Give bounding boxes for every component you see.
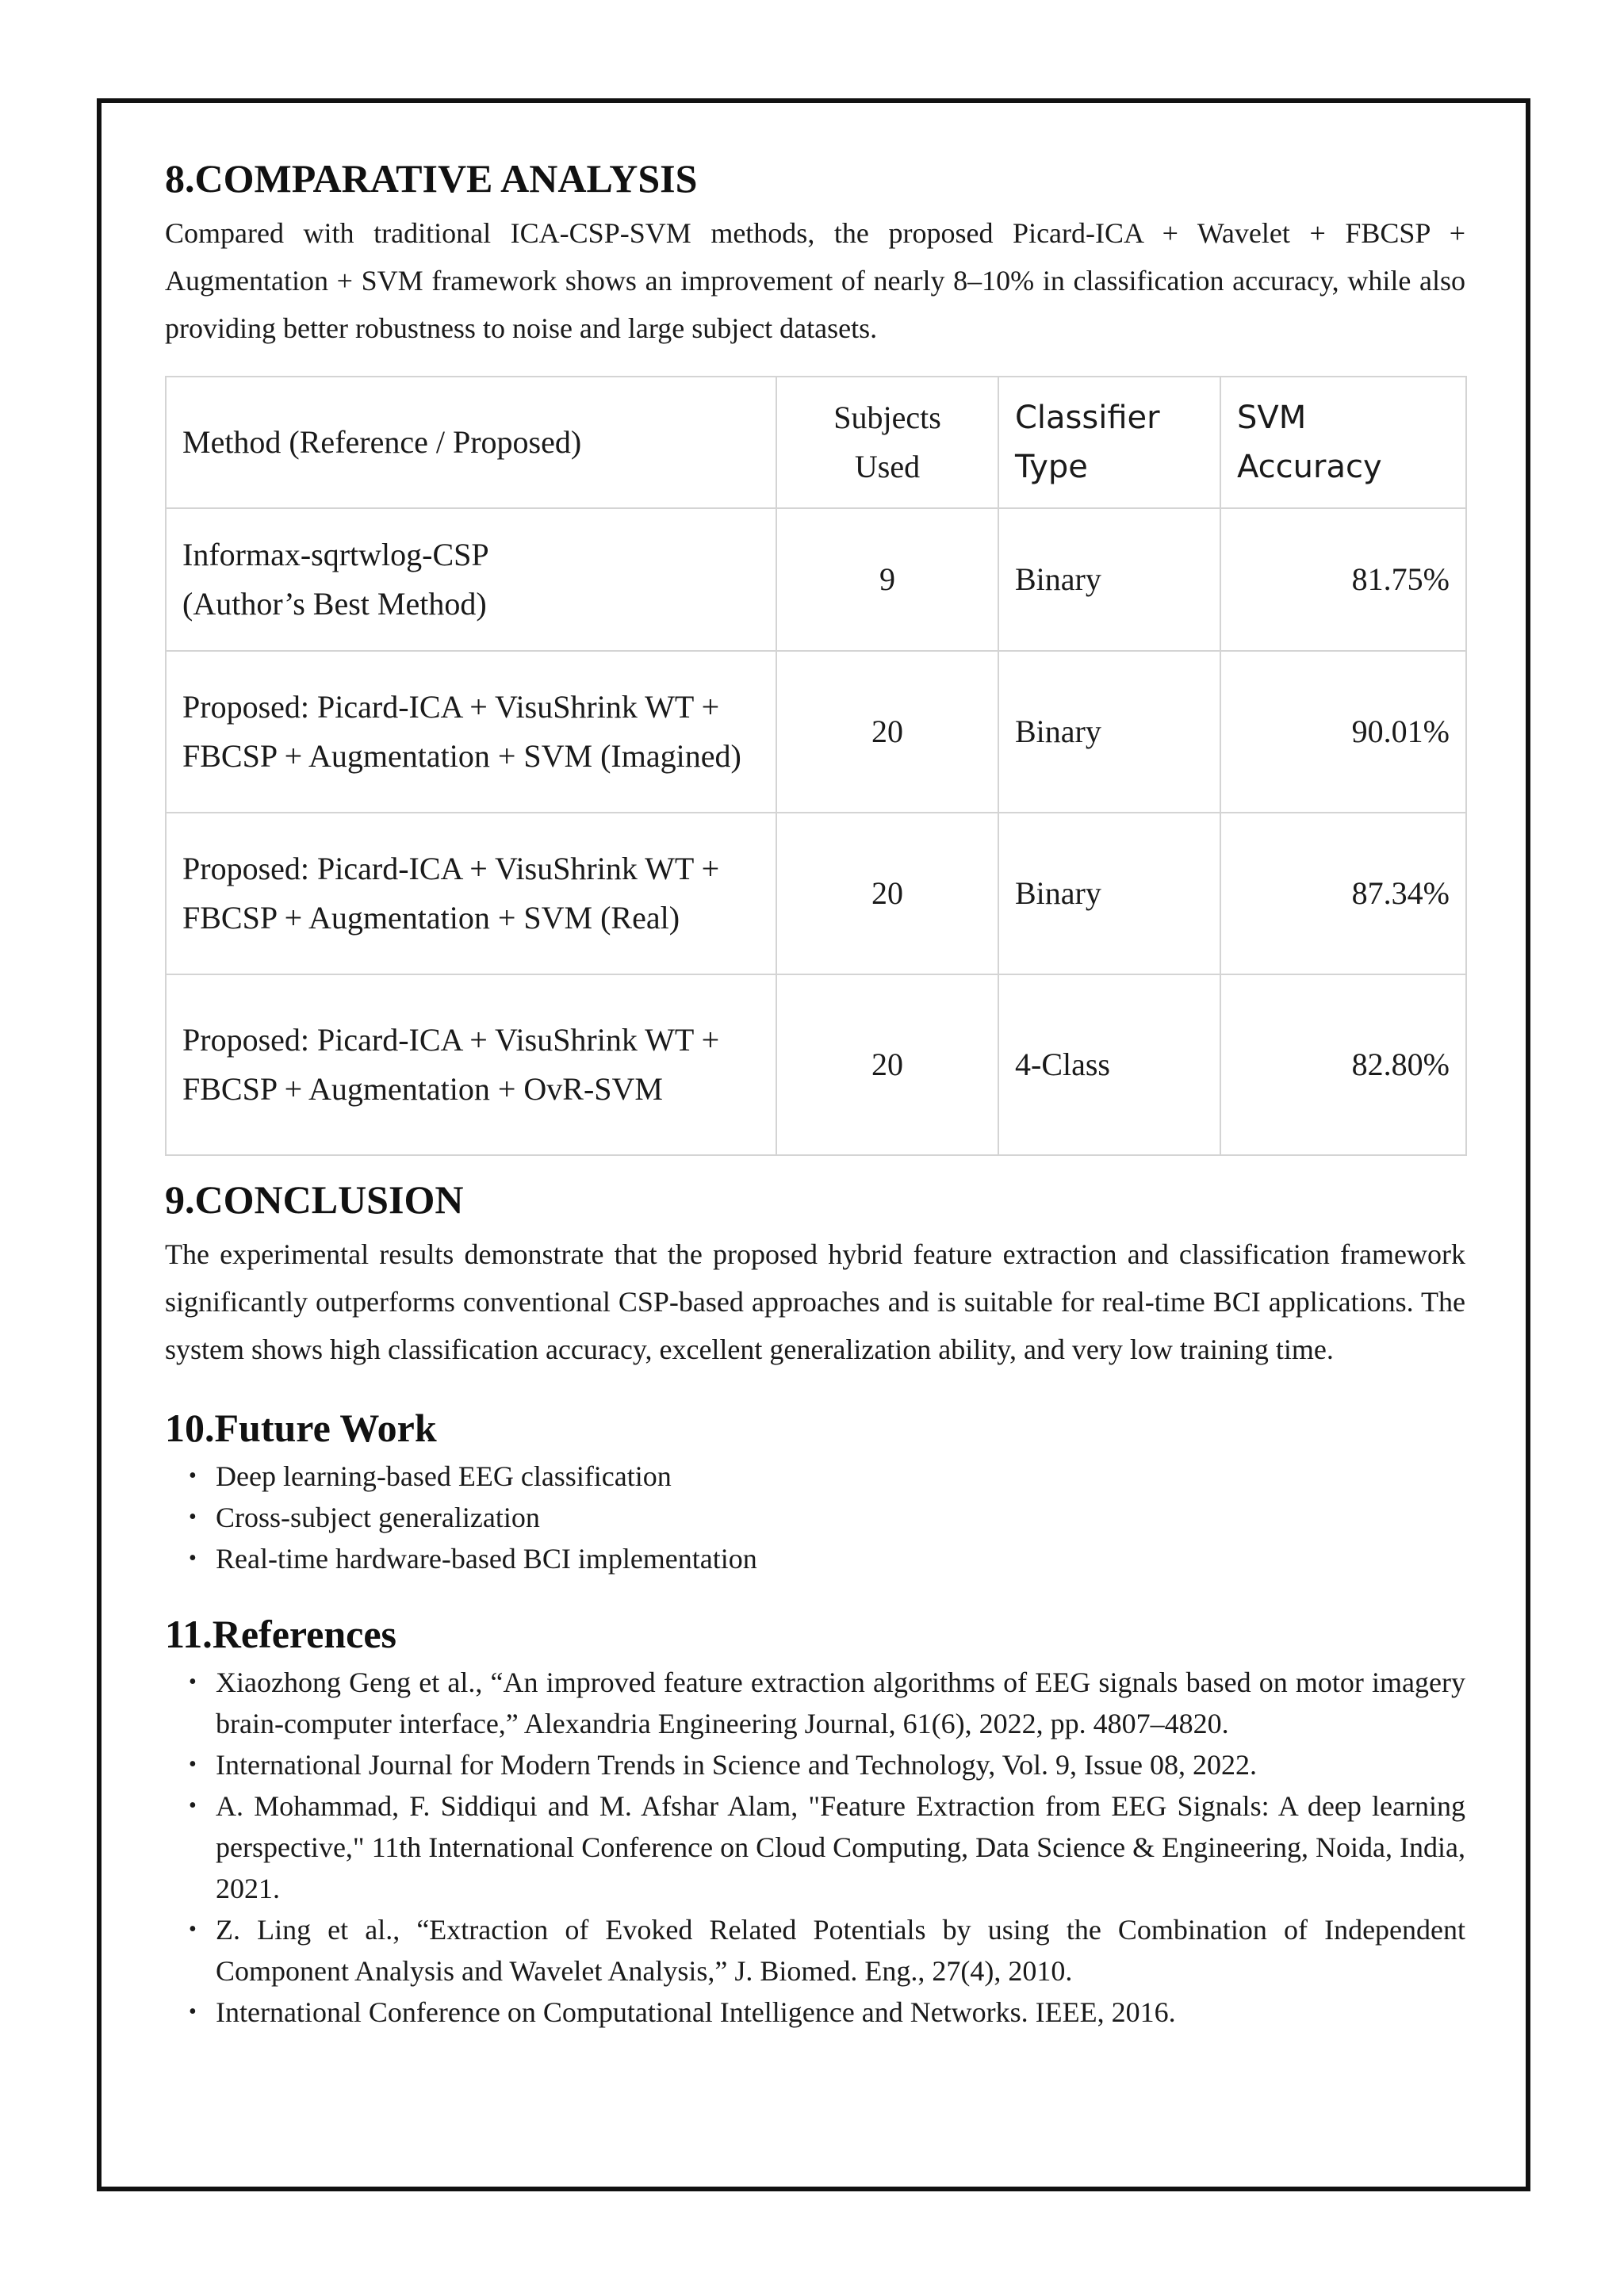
- cell-subjects: 20: [776, 974, 998, 1155]
- header-accuracy: SVM Accuracy: [1220, 377, 1466, 508]
- header-classifier: Classifier Type: [998, 377, 1220, 508]
- table-row: [166, 813, 1466, 974]
- cell-subjects: 20: [776, 813, 998, 974]
- cell-subjects: 9: [776, 508, 998, 651]
- header-subjects: Subjects Used: [776, 377, 998, 508]
- comparison-table: [165, 376, 1467, 1156]
- header-method: Method (Reference / Proposed): [166, 377, 776, 508]
- cell-classifier: 4-Class: [998, 974, 1220, 1155]
- cell-classifier: Binary: [998, 651, 1220, 813]
- comparative-analysis-heading: 8.COMPARATIVE ANALYSIS: [165, 156, 698, 201]
- list-item: • International Journal for Modern Trends in Science and Technology, Vol. 9, Issue 08, 2022.: [165, 1744, 1465, 1785]
- cell-classifier: Binary: [998, 813, 1220, 974]
- cell-method: Proposed: Picard-ICA + VisuShrink WT + FBCSP + Augmentation + OvR-SVM: [166, 974, 776, 1155]
- cell-method: Informax-sqrtwlog-CSP (Author’s Best Method): [166, 508, 776, 651]
- conclusion-paragraph: The experimental results demonstrate that the proposed hybrid feature extraction and classification framework significantly outperforms conventional CSP-based approaches and is suitable for real-time BCI applications. The system shows high classification accuracy, excellent generalization ability, and very low training time.: [165, 1238, 1465, 1365]
- cell-accuracy: 82.80%: [1220, 974, 1466, 1155]
- cell-subjects: 20: [776, 651, 998, 813]
- cell-method: Proposed: Picard-ICA + VisuShrink WT + FBCSP + Augmentation + SVM (Imagined): [166, 651, 776, 813]
- table-header-row: [166, 377, 1466, 508]
- comparative-analysis-paragraph: Compared with traditional ICA-CSP-SVM methods, the proposed Picard-ICA + Wavelet + FBCSP + Augmentation + SVM framework shows an improvement of nearly 8–10% in classification accuracy, while also providing better robustness to noise and large subject datasets.: [165, 217, 1465, 344]
- conclusion-heading: 9.CONCLUSION: [165, 1177, 464, 1222]
- future-work-heading: 10.Future Work: [165, 1406, 437, 1450]
- list-item: • Z. Ling et al., “Extraction of Evoked Related Potentials by using the Combination of Independent Component Analysis and Wavelet Analysis,” J. Biomed. Eng., 27(4), 2010.: [165, 1909, 1465, 1992]
- list-item: • Xiaozhong Geng et al., “An improved feature extraction algorithms of EEG signals based on motor imagery brain-computer interface,” Alexandria Engineering Journal, 61(6), 2022, pp. 4807–4820.: [165, 1662, 1465, 1744]
- list-item: • Cross-subject generalization: [165, 1497, 1465, 1538]
- table-row: [166, 651, 1466, 813]
- references-heading: 11.References: [165, 1612, 397, 1656]
- list-item: • Deep learning-based EEG classification: [165, 1456, 1465, 1497]
- references-list: [165, 1662, 1465, 2033]
- list-item: • A. Mohammad, F. Siddiqui and M. Afshar Alam, "Feature Extraction from EEG Signals: A deep learning perspective," 11th International Conference on Cloud Computing, Data Science & Engineering, Noida, India, 2021.: [165, 1785, 1465, 1909]
- cell-accuracy: 81.75%: [1220, 508, 1466, 651]
- list-item: • Real-time hardware-based BCI implementation: [165, 1538, 1465, 1579]
- list-item: • International Conference on Computational Intelligence and Networks. IEEE, 2016.: [165, 1992, 1465, 2033]
- cell-method: Proposed: Picard-ICA + VisuShrink WT + FBCSP + Augmentation + SVM (Real): [166, 813, 776, 974]
- table-row: [166, 974, 1466, 1155]
- cell-classifier: Binary: [998, 508, 1220, 651]
- cell-accuracy: 90.01%: [1220, 651, 1466, 813]
- cell-accuracy: 87.34%: [1220, 813, 1466, 974]
- table-row: [166, 508, 1466, 651]
- page-content: [165, 151, 1465, 2033]
- future-work-list: [165, 1456, 1465, 1579]
